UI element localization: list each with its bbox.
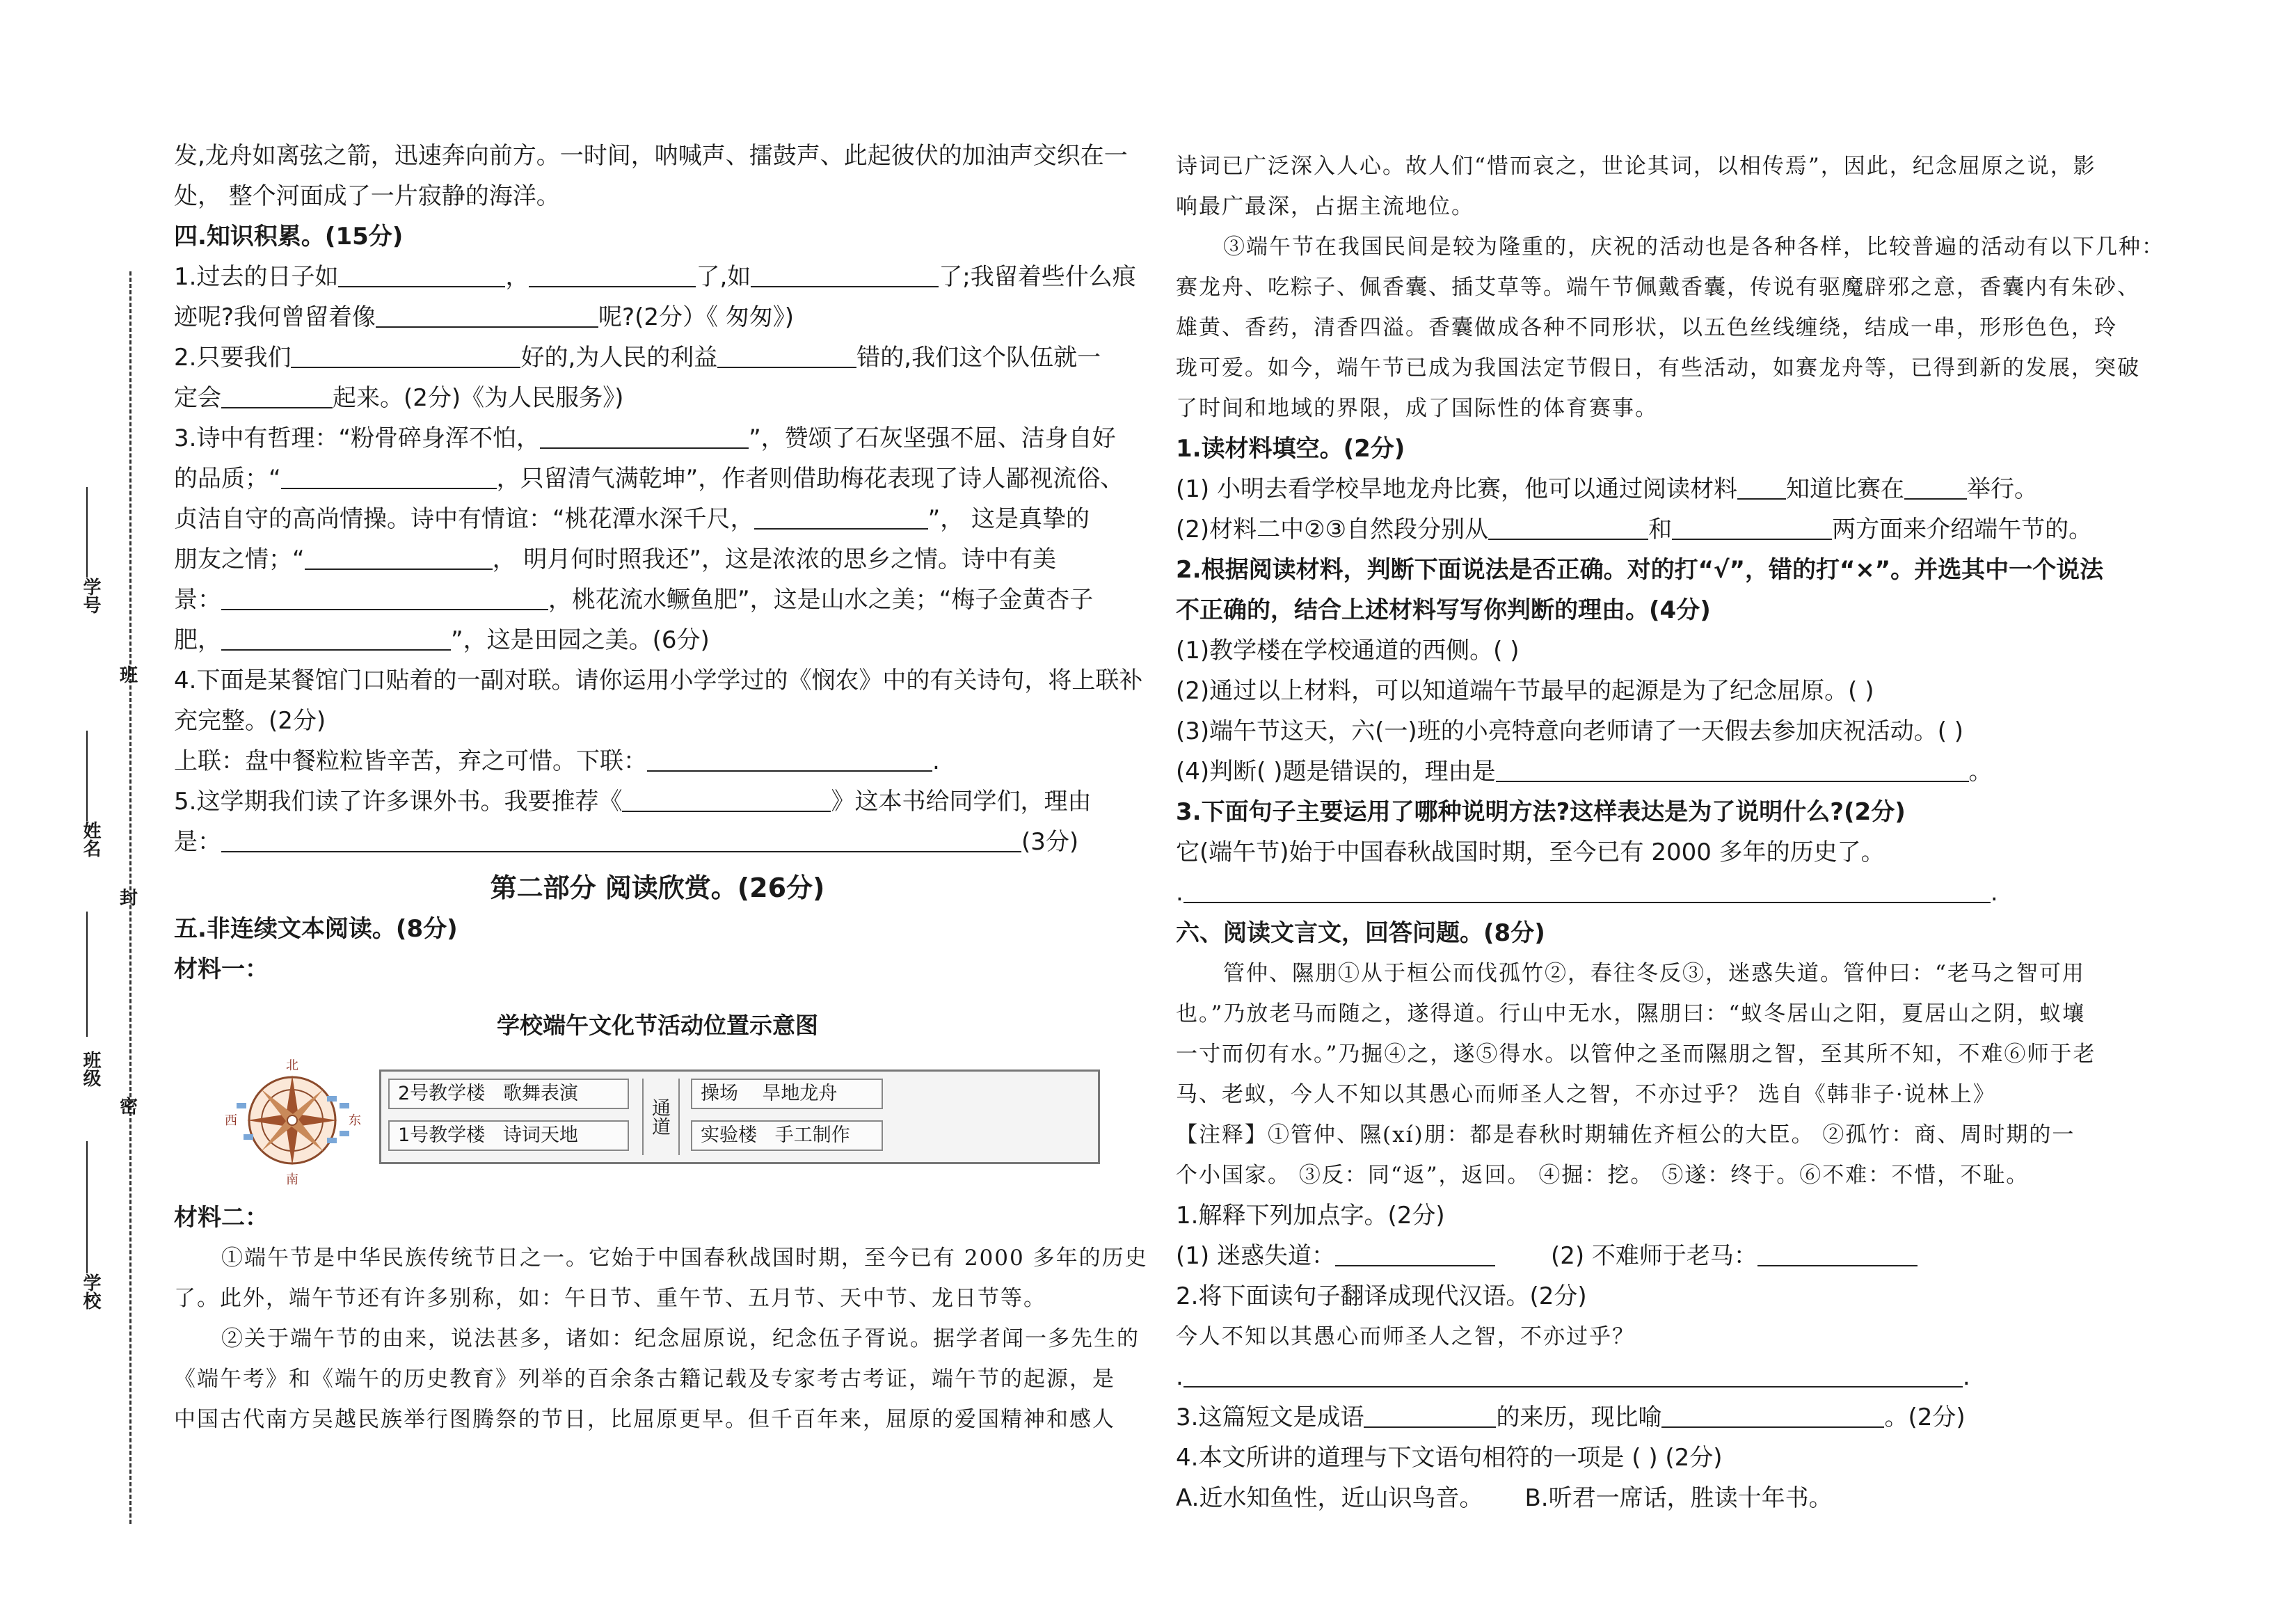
annotation-cont: 个小国家。 ③反：同“返”，返回。 ④掘：挖。 ⑤遂：终于。⑥不难：不惜，不耻。 [1176,1163,2030,1188]
answer-blank[interactable] [1661,1404,1884,1428]
road-label: 通道 [642,1079,680,1155]
reading-q1-heading: 1.读材料填空。(2分) [1176,435,1405,463]
section-5-heading: 五.非连续文本阅读。(8分) [174,915,458,943]
answer-blank[interactable] [221,385,333,408]
part-2-heading: 第二部分 阅读欣赏。(26分) [490,873,825,903]
map-north-label: 北 [286,1058,298,1073]
answer-blank[interactable] [221,587,548,610]
question-3: 3.诗中有哲理：“粉骨碎身浑不怕， ”，赞颂了石灰坚强不屈、洁身自好 [174,424,1116,452]
class-label: 班级 [80,1051,101,1087]
reading-q3-answer: . . [1176,879,1998,907]
building-1-cell: 1号教学楼 诗词天地 [388,1120,629,1151]
material-1-label: 材料一： [174,955,269,983]
judgement-4: (4)判断( )题是错误的，理由是 。 [1176,758,1993,786]
question-1-cont: 迹呢?我何曾留着像 呢?(2分）《 匆匆》) [174,303,795,331]
classical-text-cont: 也。”乃放老马而随之，遂得道。行山中无水，隰朋曰：“蚁冬居山之阳，夏居山之阴，蚁壤 [1176,1001,2086,1026]
material-2-para-2-end: 诗词已广泛深入人心。故人们“惜而哀之，世论其词，以相传焉”，因此，纪念屈原之说，影 [1176,154,2096,179]
question-3-cont: 的品质；“ ，只留清气满乾坤”，作者则借助梅花表现了诗人鄙视流俗、 [174,465,1124,493]
reading-q2-heading: 2.根据阅读材料，判断下面说法是否正确。对的打“√”，错的打“×”。并选其中一个说法 [1176,556,2104,584]
material-2-para-3-cont: 珑可爱。如今，端午节已成为我国法定节假日，有些活动，如赛龙舟等，已得到新的发展，突破 [1176,356,2140,381]
classical-q2-answer: . . [1176,1363,1970,1391]
answer-blank[interactable] [1757,1243,1918,1266]
answer-blank[interactable] [1183,1364,1963,1388]
school-blank [86,1141,88,1273]
answer-blank[interactable] [751,264,939,287]
material-2-label: 材料二： [174,1204,269,1232]
campus-map [223,1054,1141,1186]
seal-char-ban: 班 [120,665,138,686]
section-6-heading: 六、阅读文言文，回答问题。(8分) [1176,919,1545,947]
seal-char-mi: 密 [120,1097,138,1118]
passage-line: 发,龙舟如离弦之箭，迅速奔向前方。一时间，呐喊声、擂鼓声、此起彼伏的加油声交织在一 [174,142,1128,170]
question-5: 5.这学期我们读了许多课外书。我要推荐《 》这本书给同学们，理由 [174,788,1092,816]
question-4-cont: 充完整。(2分) [174,707,326,735]
question-3-cont: 朋友之情；“ ， 明月何时照我还”，这是浓浓的思乡之情。诗中有美 [174,546,1057,573]
passage-line: 处， 整个河面成了一片寂静的海洋。 [174,182,560,210]
classical-q2-sentence: 今人不知以其愚心而师圣人之智，不亦过乎？ [1176,1324,1635,1349]
material-2-para-3: ③端午节在我国民间是较为隆重的，庆祝的活动也是各种各样，比较普遍的活动有以下几种： [1223,234,2165,260]
map-south-label: 南 [286,1172,298,1186]
answer-blank[interactable] [305,546,493,570]
classical-text-cont: 一寸而仞有水。”乃掘④之，遂⑤得水。以管仲之圣而隰朋之智，至其所不知，不难⑥师于老 [1176,1042,2096,1067]
reading-q1-1: (1) 小明去看学校旱地龙舟比赛，他可以通过阅读材料 知道比赛在 举行。 [1176,475,2038,503]
left-column [174,136,1148,1440]
material-2-para-2-end: 响最广最深，占据主流地位。 [1176,194,1474,219]
option-b[interactable]: B.听君一席话，胜读十年书。 [1524,1484,1833,1512]
answer-blank[interactable] [529,264,696,287]
question-2: 2.只要我们 好的,为人民的利益 错的,我们这个队伍就一 [174,344,1101,372]
student-number-blank [86,487,88,578]
reading-q1-2: (2)材料二中②③自然段分别从 和 两方面来介绍端午节的。 [1176,516,2093,543]
material-2-para-2-cont: 《端午考》和《端午的历史教育》列举的百余条古籍记载及专家考古考证，端午节的起源，是 [174,1367,1115,1392]
lab-cell: 实验楼 手工制作 [691,1120,883,1151]
classical-q4: 4.本文所讲的道理与下文语句相符的一项是 ( ) (2分) [1176,1444,1723,1472]
answer-blank[interactable] [338,264,505,287]
section-4-heading: 四.知识积累。(15分) [174,223,404,251]
question-3-cont: 肥， ”，这是田园之美。(6分) [174,626,710,654]
answer-blank[interactable] [1488,516,1648,540]
answer-blank[interactable] [647,748,932,772]
answer-blank[interactable] [281,466,497,489]
reading-q3-heading: 3.下面句子主要运用了哪种说明方法?这样表达是为了说明什么?(2分) [1176,798,1906,826]
answer-blank[interactable] [1672,516,1832,540]
material-2-para-3-cont: 赛龙舟、吃粽子、佩香囊、插艾草等。端午节佩戴香囊，传说有驱魔辟邪之意，香囊内有朱砂、 [1176,275,2140,300]
school-label: 学校 [80,1273,101,1310]
material-2-para-2-cont: 中国古代南方吴越民族举行图腾祭的节日，比屈原更早。但千百年来，屈原的爱国精神和感人 [174,1407,1115,1432]
compass-rose-icon [223,1054,362,1186]
judgement-2: (2)通过以上材料，可以知道端午节最早的起源是为了纪念屈原。( ) [1176,677,1874,705]
question-5-cont: 是： (3分) [174,828,1079,856]
student-number-label: 学号 [80,578,101,614]
answer-blank[interactable] [221,829,1021,852]
answer-blank[interactable] [540,425,749,449]
question-4-couplet: 上联：盘中餐粒粒皆辛苦，弃之可惜。下联： . [174,747,940,775]
classical-q3: 3.这篇短文是成语 的来历，现比喻 。(2分) [1176,1404,1966,1431]
answer-blank[interactable] [221,627,451,651]
classical-q1-items: (1) 迷惑失道： (2) 不难师于老马： [1176,1236,2164,1276]
judgement-1: (1)教学楼在学校通道的西侧。( ) [1176,637,1520,665]
answer-blank[interactable] [1335,1243,1495,1266]
map-title: 学校端午文化节活动位置示意图 [497,1012,818,1039]
reading-q2-heading-cont: 不正确的，结合上述材料写写你判断的理由。(4分) [1176,596,1711,624]
right-column [1176,146,2164,1518]
answer-blank[interactable] [622,788,831,812]
material-2-para-3-cont: 雄黄、香药，清香四溢。香囊做成各种不同形状，以五色丝线缠绕，结成一串，形形色色，玲 [1176,315,2117,340]
classical-text: 管仲、隰朋①从于桓公而伐孤竹②，春往冬反③，迷惑失道。管仲曰：“老马之智可用 [1223,961,2085,986]
classical-q4-options [1176,1478,2164,1518]
question-1: 1.过去的日子如 ， 了,如 了;我留着些什么痕 [174,263,1136,291]
material-2-para-3-cont: 了时间和地域的界限，成了国际性的体育赛事。 [1176,396,1658,421]
classical-text-cont: 马、老蚁，今人不知以其愚心而师圣人之智，不亦过乎？ 选自《韩非子·说林上》 [1176,1082,1996,1107]
answer-blank[interactable] [1737,476,1786,500]
name-label: 姓名 [80,821,101,857]
seal-char-feng: 封 [120,888,138,909]
binding-margin [77,230,153,1531]
answer-blank[interactable] [376,304,598,328]
answer-blank[interactable] [1904,476,1967,500]
answer-blank[interactable] [1183,880,1991,903]
classical-q2: 2.将下面读句子翻译成现代汉语。(2分) [1176,1282,1587,1310]
building-2-cell: 2号教学楼 歌舞表演 [388,1079,629,1109]
reading-q3-sentence: 它(端午节)始于中国春秋战国时期，至今已有 2000 多年的历史了。 [1176,838,1885,866]
material-2-para-1-cont: 了。此外，端午节还有许多别称，如：午日节、重午节、五月节、天中节、龙日节等。 [174,1286,1046,1311]
question-2-cont: 定会 起来。(2分)《为人民服务》) [174,384,624,412]
option-a[interactable]: A.近水知鱼性，近山识鸟音。 [1176,1484,1483,1512]
material-2-para-2: ②关于端午节的由来，说法甚多，诸如：纪念屈原说，纪念伍子胥说。据学者闻一多先生的 [221,1326,1140,1351]
answer-blank[interactable] [1364,1404,1496,1428]
classical-q1: 1.解释下列加点字。(2分) [1176,1202,1445,1230]
judgement-3: (3)端午节这天，六(一)班的小亮特意向老师请了一天假去参加庆祝活动。( ) [1176,717,1964,745]
question-3-cont: 景： ，桃花流水鳜鱼肥”，这是山水之美；“梅子金黄杏子 [174,586,1094,614]
map-east-label: 东 [349,1113,361,1128]
map-west-label: 西 [225,1113,237,1128]
answer-blank[interactable] [1496,758,1969,782]
class-blank [86,912,88,1037]
answer-blank[interactable] [754,506,928,530]
field-cell: 操场 旱地龙舟 [691,1079,883,1109]
question-3-cont: 贞洁自守的高尚情操。诗中有情谊：“桃花潭水深千尺， ”， 这是真挚的 [174,505,1090,533]
material-2-para-1: ①端午节是中华民族传统节日之一。它始于中国春秋战国时期，至今已有 2000 多年的历史 [221,1246,1148,1271]
name-blank [86,731,88,821]
answer-blank[interactable] [291,344,520,368]
building-plan [379,1070,1100,1164]
answer-blank[interactable] [717,344,856,368]
annotation: 【注释】①管仲、隰(xí)朋：都是春秋时期辅佐齐桓公的大臣。 ②孤竹：商、周时期的一 [1176,1122,2075,1147]
question-4: 4.下面是某餐馆门口贴着的一副对联。请你运用小学学过的《悯农》中的有关诗句，将上联补 [174,667,1143,694]
